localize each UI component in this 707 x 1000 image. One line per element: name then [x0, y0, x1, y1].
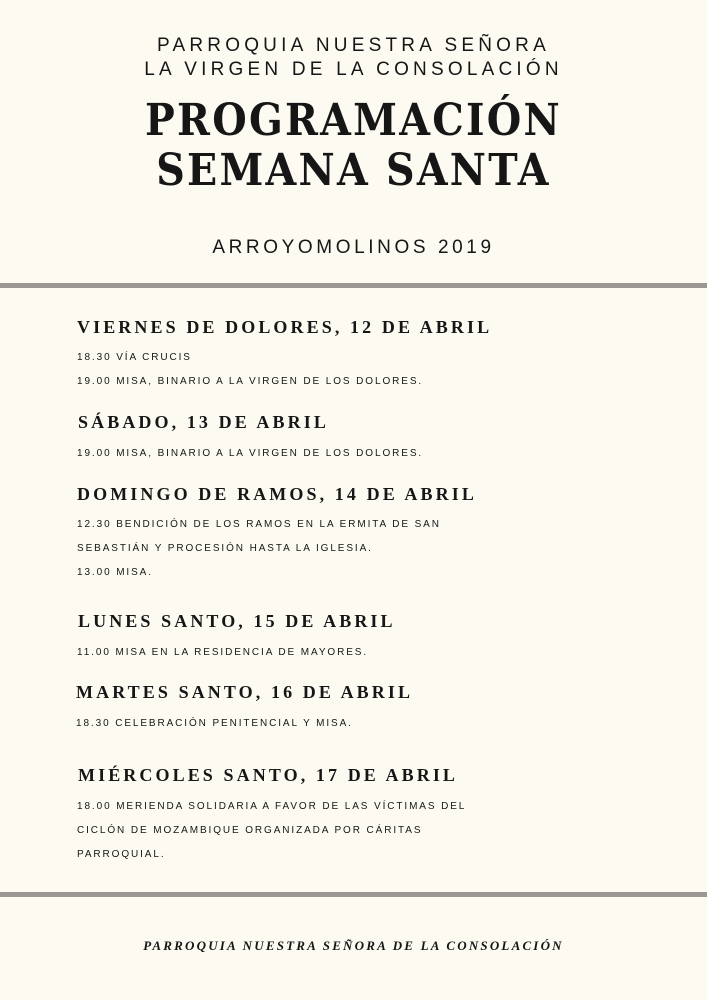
day-heading-sabado: SÁBADO, 13 DE ABRIL [78, 412, 329, 432]
parish-name [0, 34, 707, 82]
event-line: 12.30 BENDICIÓN DE LOS RAMOS EN LA ERMITA DE SAN [77, 519, 441, 530]
event-line: 19.00 MISA, BINARIO A LA VIRGEN DE LOS DOLORES. [77, 448, 424, 459]
event-line: SEBASTIÁN Y PROCESIÓN HASTA LA IGLESIA. [77, 543, 373, 554]
bottom-divider [0, 892, 707, 897]
event-line: 18.30 VÍA CRUCIS [77, 352, 192, 363]
event-line: 18.30 CELEBRACIÓN PENITENCIAL Y MISA. [76, 718, 353, 729]
event-line: 19.00 MISA, BINARIO A LA VIRGEN DE LOS DOLORES. [77, 376, 424, 387]
day-heading-martes: MARTES SANTO, 16 DE ABRIL [76, 682, 414, 702]
day-heading-miercoles: MIÉRCOLES SANTO, 17 DE ABRIL [78, 765, 459, 785]
title-line-2: SEMANA SANTA [156, 145, 551, 196]
location-year: ARROYOMOLINOS 2019 [212, 237, 495, 258]
day-heading-domingo: DOMINGO DE RAMOS, 14 DE ABRIL [77, 484, 477, 504]
event-line: PARROQUIAL. [77, 849, 166, 860]
parish-name-line-1: PARROQUIA NUESTRA SEÑORA [157, 35, 550, 56]
top-divider [0, 283, 707, 288]
event-line: 11.00 MISA EN LA RESIDENCIA DE MAYORES. [77, 647, 369, 658]
footer-parish-name: PARROQUIA NUESTRA SEÑORA DE LA CONSOLACIÓN [143, 938, 564, 953]
day-heading-lunes: LUNES SANTO, 15 DE ABRIL [78, 611, 396, 631]
event-line: CICLÓN DE MOZAMBIQUE ORGANIZADA POR CÁRITAS [77, 825, 423, 836]
parish-name-line-2: LA VIRGEN DE LA CONSOLACIÓN [144, 59, 563, 80]
day-heading-viernes: VIERNES DE DOLORES, 12 DE ABRIL [77, 317, 493, 337]
page-title [35, 96, 671, 196]
event-line: 18.00 MERIENDA SOLIDARIA A FAVOR DE LAS VÍCTIMAS DEL [77, 801, 467, 812]
title-line-1: PROGRAMACIÓN [145, 95, 562, 146]
event-line: 13.00 MISA. [77, 567, 153, 578]
